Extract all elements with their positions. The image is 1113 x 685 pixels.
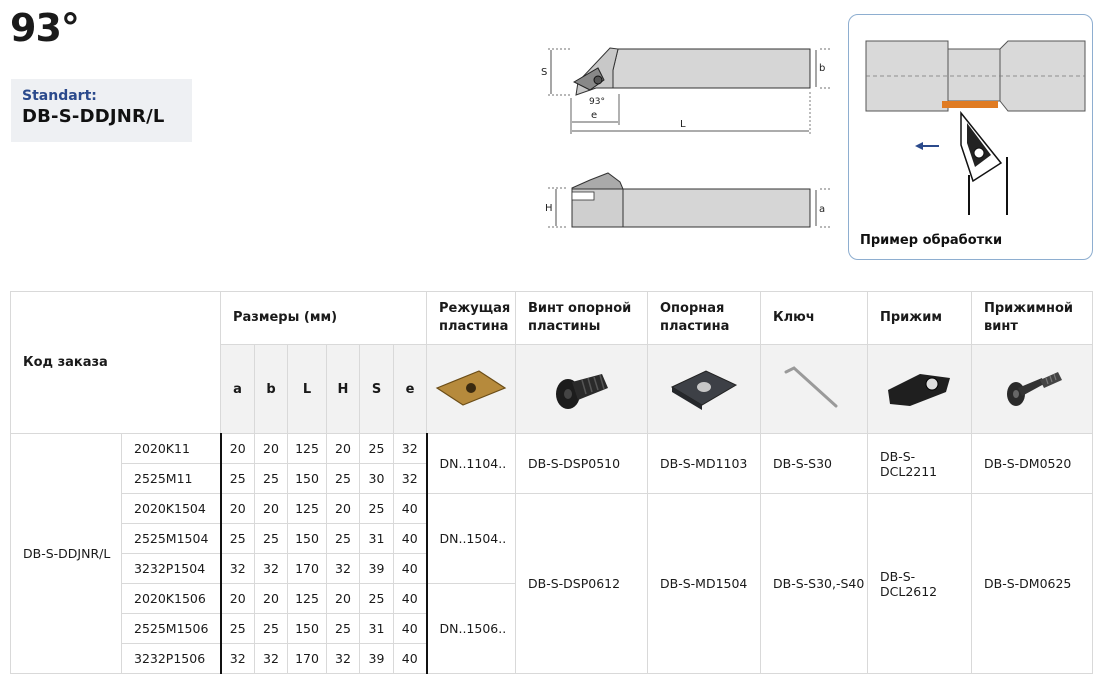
key-icon bbox=[774, 360, 854, 416]
key-code: DB-S-S30,-S40 bbox=[761, 494, 868, 674]
insert-code: DN..1504.. bbox=[427, 494, 516, 584]
clamp-code: DB-S-DCL2211 bbox=[868, 434, 972, 494]
spec-table bbox=[10, 291, 1093, 674]
dim-e-label: e bbox=[591, 110, 598, 121]
val-b: 20 bbox=[255, 584, 288, 614]
order-code: 2020K11 bbox=[122, 434, 221, 464]
key-image bbox=[761, 345, 868, 434]
val-s: 25 bbox=[360, 494, 394, 524]
insert-code: DN..1104.. bbox=[427, 434, 516, 494]
clamp-screw-code: DB-S-DM0520 bbox=[972, 434, 1093, 494]
dimensions-header: Размеры (мм) bbox=[221, 292, 427, 345]
family-code: DB-S-DDJNR/L bbox=[11, 434, 122, 674]
standard-label: Standart: bbox=[22, 88, 97, 104]
val-l: 150 bbox=[288, 524, 327, 554]
order-code: 2020K1506 bbox=[122, 584, 221, 614]
standard-code: DB-S-DDJNR/L bbox=[22, 106, 165, 127]
clamp-code: DB-S-DCL2612 bbox=[868, 494, 972, 674]
order-code: 2525M11 bbox=[122, 464, 221, 494]
dim-col-l: L bbox=[288, 345, 327, 434]
support-plate-header: Опорная пластина bbox=[648, 292, 761, 345]
support-screw-header: Винт опорной пластины bbox=[516, 292, 648, 345]
val-a: 25 bbox=[221, 524, 255, 554]
insert-code: DN..1506.. bbox=[427, 584, 516, 674]
dim-a-label: a bbox=[819, 204, 826, 215]
val-h: 20 bbox=[327, 584, 360, 614]
dim-col-a: a bbox=[221, 345, 255, 434]
val-s: 25 bbox=[360, 584, 394, 614]
support-plate-image bbox=[648, 345, 761, 434]
support-plate-code: DB-S-MD1103 bbox=[648, 434, 761, 494]
val-h: 20 bbox=[327, 494, 360, 524]
val-s: 30 bbox=[360, 464, 394, 494]
val-l: 150 bbox=[288, 464, 327, 494]
val-a: 25 bbox=[221, 614, 255, 644]
val-b: 32 bbox=[255, 644, 288, 674]
val-a: 32 bbox=[221, 554, 255, 584]
order-code: 2525M1504 bbox=[122, 524, 221, 554]
val-e: 32 bbox=[394, 434, 427, 464]
dim-col-b: b bbox=[255, 345, 288, 434]
clamp-icon bbox=[880, 360, 960, 416]
machining-example-illustration bbox=[849, 15, 1091, 225]
clamp-screw-code: DB-S-DM0625 bbox=[972, 494, 1093, 674]
val-b: 25 bbox=[255, 464, 288, 494]
val-l: 170 bbox=[288, 554, 327, 584]
clamp-image bbox=[868, 345, 972, 434]
machining-example-box bbox=[848, 14, 1093, 260]
dim-col-h: H bbox=[327, 345, 360, 434]
val-b: 20 bbox=[255, 434, 288, 464]
val-s: 39 bbox=[360, 554, 394, 584]
val-b: 20 bbox=[255, 494, 288, 524]
clamp-screw-icon bbox=[992, 360, 1072, 416]
val-l: 170 bbox=[288, 644, 327, 674]
dim-l-label: L bbox=[680, 119, 686, 130]
val-a: 20 bbox=[221, 434, 255, 464]
val-e: 40 bbox=[394, 494, 427, 524]
val-h: 32 bbox=[327, 554, 360, 584]
order-code: 2525M1506 bbox=[122, 614, 221, 644]
angle-label: 93° bbox=[589, 97, 605, 107]
val-e: 40 bbox=[394, 524, 427, 554]
val-l: 125 bbox=[288, 434, 327, 464]
val-l: 125 bbox=[288, 494, 327, 524]
clamp-screw-image bbox=[972, 345, 1093, 434]
val-b: 25 bbox=[255, 524, 288, 554]
clamp-header: Прижим bbox=[868, 292, 972, 345]
dim-s-label: S bbox=[541, 67, 548, 78]
key-header: Ключ bbox=[761, 292, 868, 345]
support-screw-code: DB-S-DSP0612 bbox=[516, 494, 648, 674]
dim-col-s: S bbox=[360, 345, 394, 434]
val-l: 150 bbox=[288, 614, 327, 644]
val-h: 25 bbox=[327, 464, 360, 494]
dim-b-label: b bbox=[819, 63, 826, 74]
support-screw-code: DB-S-DSP0510 bbox=[516, 434, 648, 494]
page-title: 93° bbox=[10, 6, 79, 50]
insert-image bbox=[427, 345, 516, 434]
val-e: 40 bbox=[394, 584, 427, 614]
val-h: 20 bbox=[327, 434, 360, 464]
tool-drawing bbox=[538, 40, 838, 240]
order-code: 3232P1504 bbox=[122, 554, 221, 584]
val-s: 25 bbox=[360, 434, 394, 464]
val-a: 20 bbox=[221, 494, 255, 524]
val-l: 125 bbox=[288, 584, 327, 614]
order-code: 2020K1504 bbox=[122, 494, 221, 524]
val-s: 39 bbox=[360, 644, 394, 674]
val-a: 25 bbox=[221, 464, 255, 494]
example-caption: Пример обработки bbox=[860, 233, 1003, 248]
insert-header: Режущая пластина bbox=[427, 292, 516, 345]
val-h: 32 bbox=[327, 644, 360, 674]
standard-box bbox=[11, 79, 192, 142]
dim-col-e: e bbox=[394, 345, 427, 434]
val-h: 25 bbox=[327, 614, 360, 644]
val-e: 40 bbox=[394, 554, 427, 584]
val-s: 31 bbox=[360, 614, 394, 644]
support-plate-icon bbox=[664, 363, 744, 413]
val-e: 40 bbox=[394, 644, 427, 674]
insert-icon bbox=[431, 363, 511, 413]
val-e: 40 bbox=[394, 614, 427, 644]
val-h: 25 bbox=[327, 524, 360, 554]
val-a: 32 bbox=[221, 644, 255, 674]
support-screw-icon bbox=[542, 360, 622, 416]
val-e: 32 bbox=[394, 464, 427, 494]
support-plate-code: DB-S-MD1504 bbox=[648, 494, 761, 674]
support-screw-image bbox=[516, 345, 648, 434]
order-code: 3232P1506 bbox=[122, 644, 221, 674]
order-code-header: Код заказа bbox=[11, 292, 221, 434]
val-b: 25 bbox=[255, 614, 288, 644]
dim-h-label: H bbox=[545, 203, 553, 214]
val-a: 20 bbox=[221, 584, 255, 614]
key-code: DB-S-S30 bbox=[761, 434, 868, 494]
val-s: 31 bbox=[360, 524, 394, 554]
clamp-screw-header: Прижимной винт bbox=[972, 292, 1093, 345]
val-b: 32 bbox=[255, 554, 288, 584]
